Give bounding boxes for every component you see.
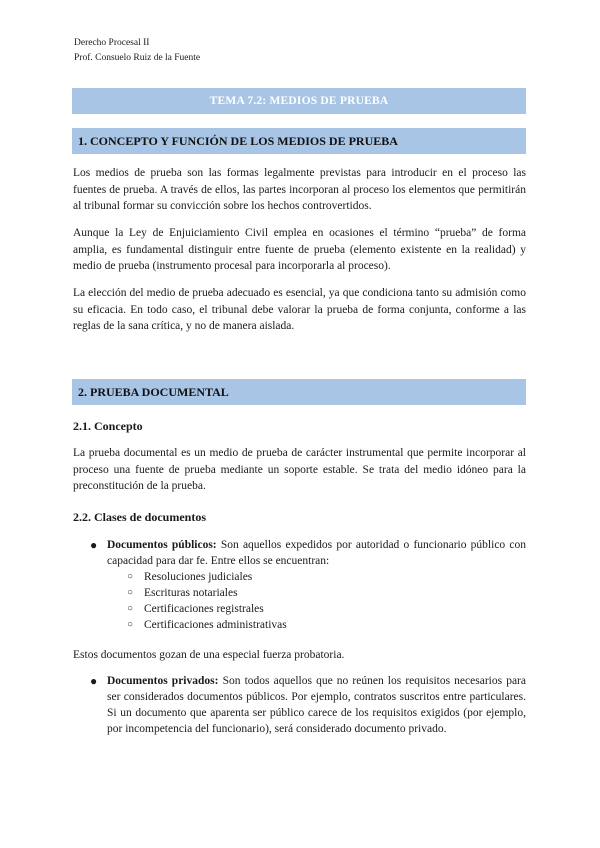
list-item: ○ Resoluciones judiciales (127, 571, 253, 583)
fuerza-probatoria-text: Estos documentos gozan de una especial fuerza probatoria. (73, 649, 345, 661)
subsection-2-2-title: 2.2. Clases de documentos (73, 510, 207, 524)
documentos-privados-text: Son todos aquellos que no reúnen los requisitos necesarios para ser considerados documentos públicos. Por ejemplo, contratos suscritos entre particulares. Si un documento que aparenta ser público carece de los requisitos exigidos (por ejemplo, por incompetencia del funcionario), será considerado documento privado. (107, 675, 526, 735)
bullet-icon: ● (90, 538, 98, 552)
documentos-publicos-label: Documentos públicos: (107, 539, 217, 551)
section-1-heading: 1. CONCEPTO Y FUNCIÓN DE LOS MEDIOS DE PRUEBA (72, 128, 526, 154)
documentos-privados-label: Documentos privados: (107, 675, 219, 687)
public-documents-sublist (127, 569, 287, 633)
circle-bullet-icon: ○ (127, 571, 134, 582)
circle-bullet-icon: ○ (127, 619, 134, 630)
list-item: ○ Escrituras notariales (127, 587, 238, 599)
list-item: ○ Certificaciones administrativas (127, 619, 287, 631)
circle-bullet-icon: ○ (127, 587, 134, 598)
circle-bullet-icon: ○ (127, 603, 134, 614)
documentos-publicos-text: Son aquellos expedidos por autoridad o funcionario público con capacidad para dar fe. Entre ellos se encuentran: (107, 539, 526, 567)
bullet-icon: ● (90, 674, 98, 688)
professor-name: Prof. Consuelo Ruiz de la Fuente (74, 53, 201, 63)
list-item-documentos-publicos (90, 537, 526, 569)
subsection-2-1-title: 2.1. Concepto (73, 419, 143, 433)
section-1-paragraph-1: Los medios de prueba son las formas legalmente previstas para introducir en el proceso las fuentes de prueba. A través de ellos, las partes incorporan al proceso los elementos que permitirán al tribunal formar su convicción sobre los hechos controvertidos. (73, 167, 526, 212)
subsection-2-1-text: La prueba documental es un medio de prueba de carácter instrumental que permite incorporar al proceso una fuente de prueba mediante un soporte estable. Se trata del medio idóneo para la preconstitución de la prueba. (73, 447, 526, 492)
document-title: TEMA 7.2: MEDIOS DE PRUEBA (72, 88, 526, 114)
section-1-paragraph-3: La elección del medio de prueba adecuado es esencial, ya que condiciona tanto su admisión como su eficacia. En todo caso, el tribunal debe valorar la prueba de forma conjunta, conforme a las reglas de la sana crítica, y no de manera aislada. (73, 287, 526, 332)
list-item-documentos-privados (90, 673, 526, 737)
course-name: Derecho Procesal II (74, 38, 150, 48)
section-1-paragraph-2: Aunque la Ley de Enjuiciamiento Civil emplea en ocasiones el término “prueba” de forma amplia, es fundamental distinguir entre fuente de prueba (elemento existente en la realidad) y medio de prueba (instrumento procesal para incorporarla al proceso). (73, 227, 526, 272)
list-item: ○ Certificaciones registrales (127, 603, 264, 615)
page-header (74, 36, 200, 66)
section-2-heading: 2. PRUEBA DOCUMENTAL (72, 379, 526, 405)
